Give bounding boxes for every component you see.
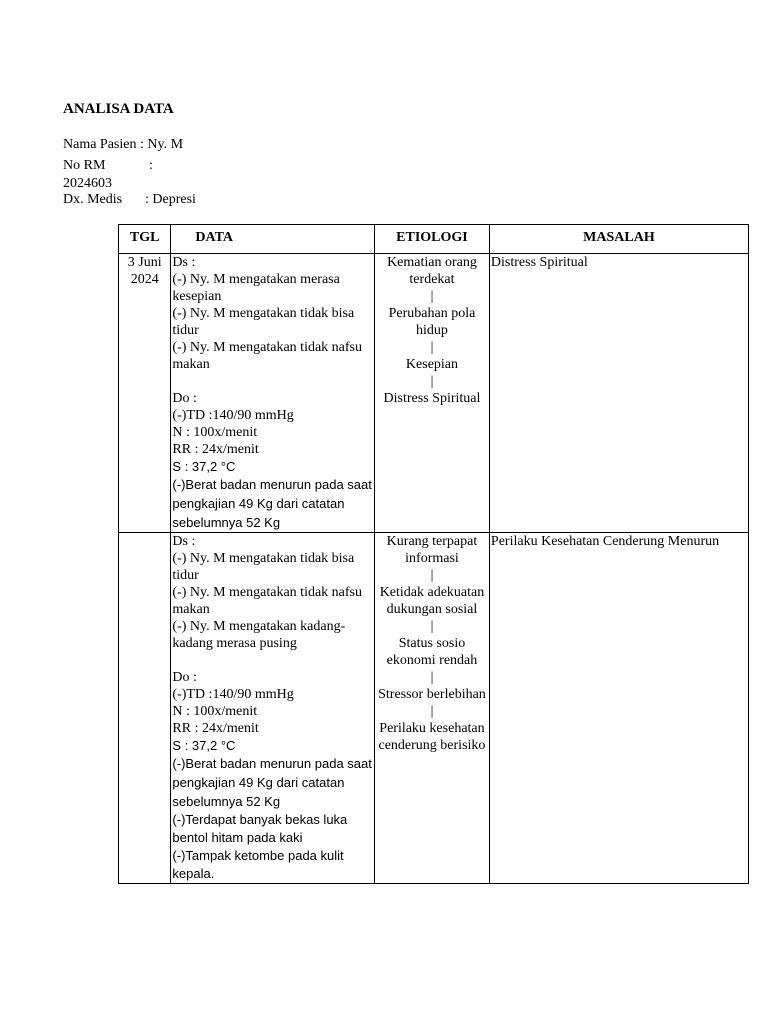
do-item: S : 37,2 °C — [172, 459, 236, 474]
do-item: RR : 24x/menit — [172, 721, 259, 736]
etiologi-item: Status sosio ekonomi rendah — [386, 636, 478, 668]
table-row — [119, 533, 749, 884]
etiologi-item: Kesepian — [405, 357, 459, 372]
data-cell — [171, 533, 375, 884]
tgl-year: 2024 — [130, 272, 159, 287]
etiologi-cell — [375, 533, 490, 884]
connector-bar: | — [430, 568, 434, 583]
etiologi-item: Perubahan pola hidup — [388, 306, 476, 338]
dx-value: : Depresi — [145, 192, 196, 207]
etiologi-item: Distress Spiritual — [383, 391, 481, 406]
rm-label: No RM — [63, 158, 106, 173]
etiologi-cell — [375, 254, 490, 533]
masalah-cell — [489, 533, 748, 884]
do-item: (-)Tampak ketombe pada kulit kepala. — [172, 848, 344, 881]
header-data: DATA — [171, 225, 375, 254]
do-label: Do : — [172, 391, 197, 406]
ds-item: (-) Ny. M mengatakan tidak nafsu makan — [172, 340, 362, 372]
dx-label: Dx. Medis — [63, 192, 123, 207]
rm-value: 2024603 — [63, 176, 112, 191]
masalah-text: Perilaku Kesehatan Cenderung Menurun — [490, 534, 720, 549]
etiologi-item: Stressor berlebihan — [378, 687, 486, 702]
ds-item: (-) Ny. M mengatakan tidak nafsu makan — [172, 585, 362, 617]
etiologi-item: Perilaku kesehatan cenderung berisiko — [378, 721, 486, 753]
tgl-date: 3 Juni — [127, 255, 162, 270]
patient-name-value: : Ny. M — [139, 137, 184, 152]
rm-line — [63, 157, 153, 174]
ds-label: Ds : — [172, 534, 196, 549]
do-item: S : 37,2 °C — [172, 738, 236, 753]
ds-item: (-) Ny. M mengatakan merasa kesepian — [172, 272, 340, 304]
etiologi-item: Ketidak adekuatan dukungan sosial — [379, 585, 485, 617]
ds-item: (-) Ny. M mengatakan tidak bisa tidur — [172, 551, 355, 583]
do-item: (-)TD :140/90 mmHg — [172, 687, 294, 702]
connector-bar: | — [430, 374, 434, 389]
ds-item: (-) Ny. M mengatakan tidak bisa tidur — [172, 306, 355, 338]
masalah-text: Distress Spiritual — [490, 255, 588, 270]
header-masalah: MASALAH — [489, 225, 748, 254]
rm-colon: : — [149, 158, 153, 173]
do-item: (-)TD :140/90 mmHg — [172, 408, 294, 423]
connector-bar: | — [430, 619, 434, 634]
table-row — [119, 254, 749, 533]
header-etiologi: ETIOLOGI — [375, 225, 490, 254]
tgl-cell — [119, 533, 171, 884]
document-title: ANALISA DATA — [63, 101, 174, 117]
do-item: (-)Berat badan menurun pada saat pengkajian 49 Kg dari catatan sebelumnya 52 Kg — [172, 477, 372, 530]
analysis-table — [118, 224, 749, 884]
do-item: (-)Terdapat banyak bekas luka bentol hitam pada kaki — [172, 812, 348, 845]
do-label: Do : — [172, 670, 197, 685]
ds-item: (-) Ny. M mengatakan kadang-kadang merasa pusing — [172, 619, 346, 651]
masalah-cell — [489, 254, 748, 533]
patient-name-label: Nama Pasien — [63, 137, 137, 152]
connector-bar: | — [430, 670, 434, 685]
do-item: (-)Berat badan menurun pada saat pengkajian 49 Kg dari catatan sebelumnya 52 Kg — [172, 756, 372, 809]
etiologi-item: Kurang terpapat informasi — [386, 534, 478, 566]
data-cell — [171, 254, 375, 533]
connector-bar: | — [430, 289, 434, 304]
do-item: RR : 24x/menit — [172, 442, 259, 457]
dx-line — [63, 191, 196, 208]
do-item: N : 100x/menit — [172, 704, 258, 719]
table-header-row — [119, 225, 749, 254]
patient-name-line — [63, 136, 183, 153]
etiologi-item: Kematian orang terdekat — [387, 255, 477, 287]
connector-bar: | — [430, 704, 434, 719]
connector-bar: | — [430, 340, 434, 355]
tgl-cell — [119, 254, 171, 533]
header-tgl: TGL — [119, 225, 171, 254]
ds-label: Ds : — [172, 255, 196, 270]
do-item: N : 100x/menit — [172, 425, 258, 440]
